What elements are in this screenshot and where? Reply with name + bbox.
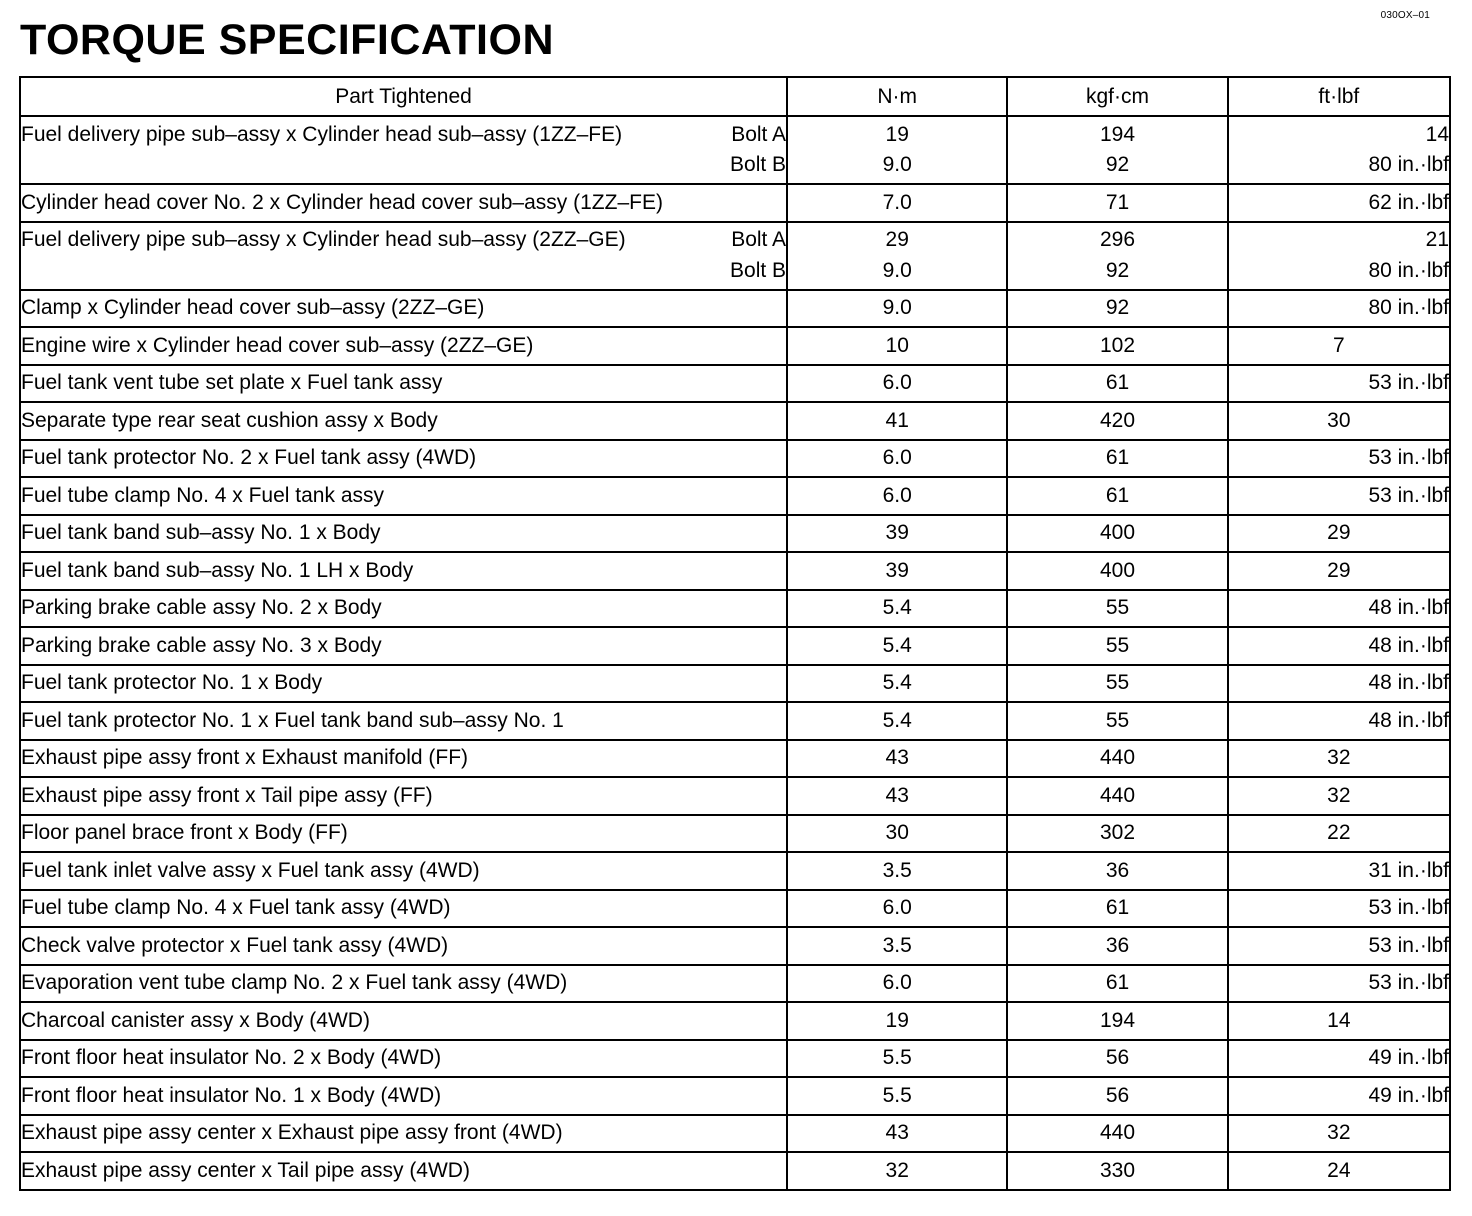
ft-lbf-value: 48 in.·lbf [1368, 596, 1449, 619]
part-cell [20, 815, 787, 853]
part-cell [20, 402, 787, 440]
ft-lbf-value-cell [1228, 290, 1450, 328]
nm-value: 5.5 [882, 1046, 912, 1069]
kgf-cm-value-cell [1007, 777, 1227, 815]
part-name: Fuel tube clamp No. 4 x Fuel tank assy [21, 483, 384, 507]
kgf-cm-value-cell [1007, 1002, 1227, 1040]
ft-lbf-value-cell [1228, 852, 1450, 890]
ft-lbf-value-cell [1228, 702, 1450, 740]
nm-value-cell [787, 184, 1007, 222]
part-cell [20, 627, 787, 665]
nm-value: 39 [885, 521, 909, 544]
nm-value: 41 [885, 408, 909, 432]
part-cell [20, 890, 787, 928]
part-cell [20, 1077, 787, 1115]
bolt-labels [730, 120, 786, 181]
kgf-cm-value-cell [1007, 184, 1227, 222]
ft-lbf-value-cell [1228, 590, 1450, 628]
kgf-cm-value-cell [1007, 627, 1227, 665]
part-name: Fuel delivery pipe sub–assy x Cylinder head sub–assy (2ZZ–GE) [21, 228, 626, 251]
part-name: Cylinder head cover No. 2 x Cylinder head cover sub–assy (1ZZ–FE) [21, 190, 663, 214]
part-cell [20, 327, 787, 365]
part-name: Separate type rear seat cushion assy x Body [21, 408, 438, 432]
ft-lbf-value-cell [1228, 477, 1450, 515]
kgf-cm-value: 194 [1099, 122, 1136, 146]
table-row [20, 777, 1450, 815]
nm-value-cell [787, 890, 1007, 928]
kgf-cm-value: 36 [1105, 933, 1130, 957]
kgf-cm-value: 36 [1105, 858, 1130, 882]
nm-value-cell [787, 627, 1007, 665]
ft-lbf-value: 14 [1425, 122, 1449, 146]
ft-lbf-value: 53 in.·lbf [1368, 483, 1449, 507]
kgf-cm-value: 194 [1099, 1008, 1136, 1032]
ft-lbf-value: 53 in.·lbf [1368, 896, 1449, 919]
part-name: Fuel tank band sub–assy No. 1 x Body [21, 521, 381, 544]
kgf-cm-value-cell [1007, 702, 1227, 740]
header-ft-lbf: ft·lbf [1228, 77, 1450, 116]
nm-value-cell [787, 852, 1007, 890]
nm-value-cell [787, 1115, 1007, 1153]
kgf-cm-value: 440 [1099, 783, 1136, 807]
table-row [20, 815, 1450, 853]
part-name: Exhaust pipe assy center x Tail pipe assy (4WD) [21, 1158, 470, 1182]
part-cell [20, 1040, 787, 1078]
nm-value-cell [787, 552, 1007, 590]
ft-lbf-value: 24 [1327, 1158, 1351, 1182]
part-name: Fuel tank protector No. 1 x Body [21, 671, 323, 694]
kgf-cm-value-cell [1007, 1152, 1227, 1190]
nm-value-cell [787, 290, 1007, 328]
kgf-cm-value-cell [1007, 740, 1227, 778]
ft-lbf-value-cell [1228, 515, 1450, 553]
bolt-label: Bolt B [730, 153, 787, 176]
nm-value: 3.5 [882, 858, 912, 882]
kgf-cm-value: 56 [1105, 1046, 1130, 1069]
nm-value-cell [787, 116, 1007, 184]
ft-lbf-value: 49 in.·lbf [1368, 1046, 1449, 1069]
bolt-label: Bolt A [731, 122, 787, 146]
part-name: Parking brake cable assy No. 2 x Body [21, 596, 382, 619]
ft-lbf-value-cell [1228, 222, 1450, 290]
kgf-cm-value-cell [1007, 815, 1227, 853]
bolt-labels [730, 225, 786, 286]
ft-lbf-value: 31 in.·lbf [1368, 858, 1449, 882]
kgf-cm-value: 61 [1105, 371, 1130, 394]
table-row [20, 852, 1450, 890]
ft-lbf-value: 80 in.·lbf [1368, 296, 1449, 319]
nm-value-cell [787, 740, 1007, 778]
ft-lbf-value-cell [1228, 777, 1450, 815]
part-cell [20, 290, 787, 328]
ft-lbf-value: 32 [1327, 746, 1351, 769]
nm-value-cell [787, 477, 1007, 515]
part-cell [20, 1115, 787, 1153]
kgf-cm-value: 56 [1105, 1083, 1130, 1107]
kgf-cm-value-cell [1007, 1115, 1227, 1153]
nm-value: 30 [885, 821, 909, 844]
ft-lbf-value-cell [1228, 1115, 1450, 1153]
part-cell [20, 1152, 787, 1190]
table-row [20, 1077, 1450, 1115]
kgf-cm-value-cell [1007, 1077, 1227, 1115]
kgf-cm-value: 440 [1099, 1121, 1136, 1144]
part-cell [20, 702, 787, 740]
nm-value-cell [787, 327, 1007, 365]
part-name: Parking brake cable assy No. 3 x Body [21, 633, 382, 657]
part-cell [20, 222, 787, 290]
kgf-cm-value-cell [1007, 515, 1227, 553]
part-cell [20, 927, 787, 965]
part-name: Exhaust pipe assy center x Exhaust pipe assy front (4WD) [21, 1121, 563, 1144]
part-name: Front floor heat insulator No. 1 x Body (4WD) [21, 1083, 442, 1107]
ft-lbf-value: 80 in.·lbf [1368, 153, 1449, 176]
nm-value: 9.0 [882, 296, 912, 319]
part-name: Exhaust pipe assy front x Tail pipe assy (FF) [21, 783, 433, 807]
ft-lbf-value-cell [1228, 965, 1450, 1003]
ft-lbf-value-cell [1228, 327, 1450, 365]
part-cell [20, 184, 787, 222]
kgf-cm-value-cell [1007, 440, 1227, 478]
part-cell [20, 477, 787, 515]
part-cell [20, 965, 787, 1003]
bolt-label: Bolt A [731, 228, 787, 251]
nm-value: 5.4 [882, 596, 912, 619]
table-row [20, 965, 1450, 1003]
nm-value: 7.0 [882, 190, 912, 214]
part-name: Fuel tank protector No. 1 x Fuel tank band sub–assy No. 1 [21, 708, 564, 732]
table-row [20, 440, 1450, 478]
table-row [20, 627, 1450, 665]
nm-value: 9.0 [882, 258, 912, 282]
ft-lbf-value-cell [1228, 184, 1450, 222]
nm-value: 5.4 [882, 633, 912, 657]
nm-value: 32 [885, 1158, 909, 1182]
ft-lbf-value-cell [1228, 1077, 1450, 1115]
kgf-cm-value: 61 [1105, 483, 1130, 507]
ft-lbf-value: 32 [1327, 783, 1351, 807]
ft-lbf-value: 53 in.·lbf [1368, 371, 1449, 394]
kgf-cm-value-cell [1007, 290, 1227, 328]
bolt-label: Bolt B [730, 258, 787, 282]
ft-lbf-value-cell [1228, 552, 1450, 590]
nm-value: 5.4 [882, 671, 912, 694]
nm-value: 6.0 [882, 483, 912, 507]
nm-value-cell [787, 965, 1007, 1003]
ft-lbf-value: 80 in.·lbf [1368, 258, 1449, 282]
ft-lbf-value: 53 in.·lbf [1368, 446, 1449, 469]
part-name: Fuel tank protector No. 2 x Fuel tank assy (4WD) [21, 446, 477, 469]
part-name: Clamp x Cylinder head cover sub–assy (2ZZ–GE) [21, 296, 485, 319]
kgf-cm-value: 61 [1105, 896, 1130, 919]
table-row [20, 116, 1450, 184]
ft-lbf-value-cell [1228, 665, 1450, 703]
table-body [20, 116, 1450, 1190]
ft-lbf-value: 30 [1327, 408, 1351, 432]
ft-lbf-value: 48 in.·lbf [1368, 708, 1449, 732]
nm-value-cell [787, 1152, 1007, 1190]
kgf-cm-value-cell [1007, 965, 1227, 1003]
ft-lbf-value: 48 in.·lbf [1368, 633, 1449, 657]
nm-value: 6.0 [882, 446, 912, 469]
kgf-cm-value: 55 [1105, 708, 1130, 732]
nm-value-cell [787, 515, 1007, 553]
ft-lbf-value-cell [1228, 815, 1450, 853]
nm-value: 19 [885, 1008, 909, 1032]
ft-lbf-value: 29 [1327, 558, 1351, 582]
ft-lbf-value-cell [1228, 890, 1450, 928]
torque-spec-table [19, 76, 1451, 1191]
kgf-cm-value-cell [1007, 365, 1227, 403]
header-nm: N·m [787, 77, 1007, 116]
kgf-cm-value: 400 [1099, 558, 1136, 582]
header-part-tightened: Part Tightened [20, 77, 787, 116]
part-name: Charcoal canister assy x Body (4WD) [21, 1008, 370, 1032]
part-name: Fuel tube clamp No. 4 x Fuel tank assy (4WD) [21, 896, 451, 919]
nm-value: 10 [885, 333, 909, 357]
ft-lbf-value-cell [1228, 1152, 1450, 1190]
ft-lbf-value: 29 [1327, 521, 1351, 544]
kgf-cm-value: 400 [1099, 521, 1136, 544]
part-cell [20, 365, 787, 403]
ft-lbf-value-cell [1228, 365, 1450, 403]
nm-value: 29 [885, 228, 909, 251]
ft-lbf-value-cell [1228, 116, 1450, 184]
nm-value: 43 [885, 746, 909, 769]
nm-value-cell [787, 590, 1007, 628]
ft-lbf-value: 7 [1332, 333, 1345, 357]
nm-value: 6.0 [882, 371, 912, 394]
nm-value-cell [787, 927, 1007, 965]
kgf-cm-value: 61 [1105, 971, 1130, 994]
table-row [20, 477, 1450, 515]
table-row [20, 1002, 1450, 1040]
table-row [20, 365, 1450, 403]
table-row [20, 552, 1450, 590]
table-row [20, 1152, 1450, 1190]
kgf-cm-value: 302 [1099, 821, 1136, 844]
table-row [20, 665, 1450, 703]
kgf-cm-value: 61 [1105, 446, 1130, 469]
nm-value-cell [787, 1002, 1007, 1040]
ft-lbf-value-cell [1228, 927, 1450, 965]
ft-lbf-value: 49 in.·lbf [1368, 1083, 1449, 1107]
ft-lbf-value: 48 in.·lbf [1368, 671, 1449, 694]
nm-value: 6.0 [882, 896, 912, 919]
ft-lbf-value: 53 in.·lbf [1368, 971, 1449, 994]
ft-lbf-value: 53 in.·lbf [1368, 933, 1449, 957]
part-name: Fuel tank inlet valve assy x Fuel tank assy (4WD) [21, 858, 480, 882]
kgf-cm-value-cell [1007, 665, 1227, 703]
table-row [20, 890, 1450, 928]
kgf-cm-value: 420 [1099, 408, 1136, 432]
nm-value: 5.5 [882, 1083, 912, 1107]
part-name: Exhaust pipe assy front x Exhaust manifold (FF) [21, 746, 469, 769]
kgf-cm-value-cell [1007, 477, 1227, 515]
kgf-cm-value: 71 [1105, 190, 1130, 214]
table-row [20, 1040, 1450, 1078]
kgf-cm-value: 92 [1105, 258, 1130, 282]
ft-lbf-value-cell [1228, 627, 1450, 665]
kgf-cm-value-cell [1007, 327, 1227, 365]
kgf-cm-value-cell [1007, 927, 1227, 965]
part-name: Front floor heat insulator No. 2 x Body (4WD) [21, 1046, 442, 1069]
part-cell [20, 590, 787, 628]
table-row [20, 927, 1450, 965]
table-row [20, 327, 1450, 365]
table-header-row [20, 77, 1450, 116]
nm-value-cell [787, 402, 1007, 440]
part-cell [20, 552, 787, 590]
table-row [20, 290, 1450, 328]
nm-value: 19 [885, 122, 909, 146]
kgf-cm-value: 55 [1105, 671, 1130, 694]
nm-value: 39 [885, 558, 909, 582]
nm-value-cell [787, 1077, 1007, 1115]
part-name: Fuel tank vent tube set plate x Fuel tank assy [21, 371, 443, 394]
table-row [20, 1115, 1450, 1153]
part-name: Fuel tank band sub–assy No. 1 LH x Body [21, 558, 414, 582]
nm-value-cell [787, 365, 1007, 403]
kgf-cm-value-cell [1007, 852, 1227, 890]
table-row [20, 702, 1450, 740]
nm-value-cell [787, 702, 1007, 740]
nm-value: 9.0 [882, 153, 912, 176]
nm-value-cell [787, 777, 1007, 815]
part-name: Engine wire x Cylinder head cover sub–assy (2ZZ–GE) [21, 333, 534, 357]
nm-value-cell [787, 815, 1007, 853]
nm-value-cell [787, 440, 1007, 478]
nm-value-cell [787, 665, 1007, 703]
part-name: Check valve protector x Fuel tank assy (4WD) [21, 933, 449, 957]
part-name: Floor panel brace front x Body (FF) [21, 821, 348, 844]
table-row [20, 184, 1450, 222]
ft-lbf-value-cell [1228, 740, 1450, 778]
nm-value: 3.5 [882, 933, 912, 957]
part-cell [20, 440, 787, 478]
part-name: Evaporation vent tube clamp No. 2 x Fuel tank assy (4WD) [21, 971, 568, 994]
ft-lbf-value-cell [1228, 1002, 1450, 1040]
kgf-cm-value-cell [1007, 402, 1227, 440]
kgf-cm-value-cell [1007, 552, 1227, 590]
part-cell [20, 515, 787, 553]
part-cell [20, 740, 787, 778]
table-row [20, 740, 1450, 778]
table-row [20, 402, 1450, 440]
kgf-cm-value: 296 [1099, 228, 1136, 251]
nm-value: 43 [885, 1121, 909, 1144]
part-cell [20, 665, 787, 703]
part-cell [20, 852, 787, 890]
page-title: TORQUE SPECIFICATION [20, 16, 554, 64]
part-cell [20, 116, 787, 184]
table-row [20, 590, 1450, 628]
table-row [20, 222, 1450, 290]
ft-lbf-value-cell [1228, 440, 1450, 478]
document-code: 030OX–01 [1380, 10, 1430, 21]
ft-lbf-value: 22 [1327, 821, 1351, 844]
kgf-cm-value-cell [1007, 116, 1227, 184]
kgf-cm-value: 55 [1105, 596, 1130, 619]
kgf-cm-value-cell [1007, 590, 1227, 628]
kgf-cm-value: 92 [1105, 153, 1130, 176]
kgf-cm-value: 92 [1105, 296, 1130, 319]
kgf-cm-value: 55 [1105, 633, 1130, 657]
nm-value-cell [787, 222, 1007, 290]
nm-value-cell [787, 1040, 1007, 1078]
kgf-cm-value-cell [1007, 1040, 1227, 1078]
kgf-cm-value-cell [1007, 890, 1227, 928]
nm-value: 6.0 [882, 971, 912, 994]
kgf-cm-value: 440 [1099, 746, 1136, 769]
ft-lbf-value: 14 [1327, 1008, 1351, 1032]
ft-lbf-value: 32 [1327, 1121, 1351, 1144]
ft-lbf-value-cell [1228, 402, 1450, 440]
ft-lbf-value-cell [1228, 1040, 1450, 1078]
kgf-cm-value: 102 [1099, 333, 1136, 357]
part-cell [20, 777, 787, 815]
ft-lbf-value: 21 [1425, 228, 1449, 251]
header-kgf-cm: kgf·cm [1007, 77, 1227, 116]
ft-lbf-value: 62 in.·lbf [1368, 190, 1449, 214]
table-row [20, 515, 1450, 553]
nm-value: 5.4 [882, 708, 912, 732]
kgf-cm-value-cell [1007, 222, 1227, 290]
part-name: Fuel delivery pipe sub–assy x Cylinder head sub–assy (1ZZ–FE) [21, 122, 623, 146]
part-cell [20, 1002, 787, 1040]
nm-value: 43 [885, 783, 909, 807]
kgf-cm-value: 330 [1099, 1158, 1136, 1182]
